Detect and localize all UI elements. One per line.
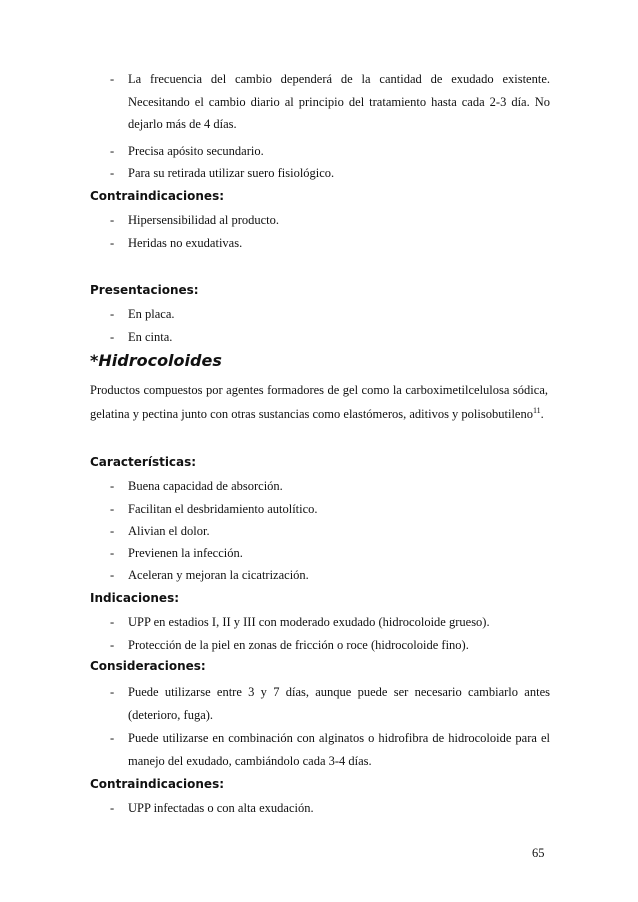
list-dash: - [110,479,115,493]
section-heading-contraindicaciones-2: Contraindicaciones: [90,777,225,791]
list-dash: - [110,72,115,86]
list-item [110,634,550,657]
list-dash: - [110,524,115,538]
list-dash: - [110,731,115,745]
intro-paragraph [90,378,548,426]
list-item [110,162,550,185]
list-item [110,611,550,634]
list-dash: - [110,330,115,344]
list-item-text: Aceleran y mejoran la cicatrización. [128,568,309,582]
list-dash: - [110,307,115,321]
list-item-text: UPP en estadios I, II y III con moderado exudado (hidrocoloide grueso). [128,615,490,629]
section-heading-caracteristicas: Características: [90,455,197,469]
list-item-text: En cinta. [128,330,173,344]
list-dash: - [110,213,115,227]
list-item-text: Protección de la piel en zonas de fricción o roce (hidrocoloide fino). [128,638,469,652]
section-heading-indicaciones: Indicaciones: [90,591,180,605]
list-dash: - [110,502,115,516]
list-item-text: Para su retirada utilizar suero fisiológico. [128,166,335,180]
intro-paragraph-text: Productos compuestos por agentes formadores de gel como la carboximetilcelulosa sódica, gelatina y pectina junto con otras sustancias como elastómeros, aditivos y polisobutileno [90,383,548,421]
list-dash: - [110,638,115,652]
list-item [110,681,550,726]
list-dash: - [110,801,115,815]
list-item [110,542,550,565]
list-item [110,140,550,163]
page-number: 65 [532,846,545,860]
reference-superscript: 11 [532,405,541,415]
list-item [110,498,550,521]
list-item [110,326,550,349]
list-dash: - [110,568,115,582]
list-item-text: Facilitan el desbridamiento autolítico. [128,502,318,516]
list-item [110,564,550,587]
list-dash: - [110,166,115,180]
list-item-text: La frecuencia del cambio dependerá de la cantidad de exudado existente. Necesitando el cambio diario al principio del tratamiento hasta cada 2-3 día. No dejarlo más de 4 días. [128,72,550,131]
list-item-text: Buena capacidad de absorción. [128,479,283,493]
list-item-text: Previenen la infección. [128,546,243,560]
intro-paragraph-end: . [540,407,544,421]
list-dash: - [110,685,115,699]
list-item [110,303,550,326]
list-item [110,68,550,136]
list-item [110,797,550,820]
list-item [110,209,550,232]
section-heading-contraindicaciones: Contraindicaciones: [90,189,225,203]
list-item-text: Precisa apósito secundario. [128,144,264,158]
list-dash: - [110,615,115,629]
list-item [110,727,550,772]
list-item-text: Alivian el dolor. [128,524,210,538]
section-title-hidrocoloides: *Hidrocoloides [90,351,222,370]
section-heading-consideraciones: Consideraciones: [90,659,206,673]
list-dash: - [110,236,115,250]
list-item-text: UPP infectadas o con alta exudación. [128,801,314,815]
list-dash: - [110,144,115,158]
section-heading-presentaciones: Presentaciones: [90,283,199,297]
list-item-text: Puede utilizarse entre 3 y 7 días, aunque puede ser necesario cambiarlo antes (deterioro, fuga). [128,685,550,722]
list-item-text: Hipersensibilidad al producto. [128,213,280,227]
list-item-text: Heridas no exudativas. [128,236,243,250]
list-item [110,475,550,498]
list-dash: - [110,546,115,560]
list-item [110,232,550,255]
list-item [110,520,550,543]
list-item-text: Puede utilizarse en combinación con alginatos o hidrofibra de hidrocoloide para el manejo del exudado, cambiándolo cada 3-4 días. [128,731,550,768]
list-item-text: En placa. [128,307,175,321]
